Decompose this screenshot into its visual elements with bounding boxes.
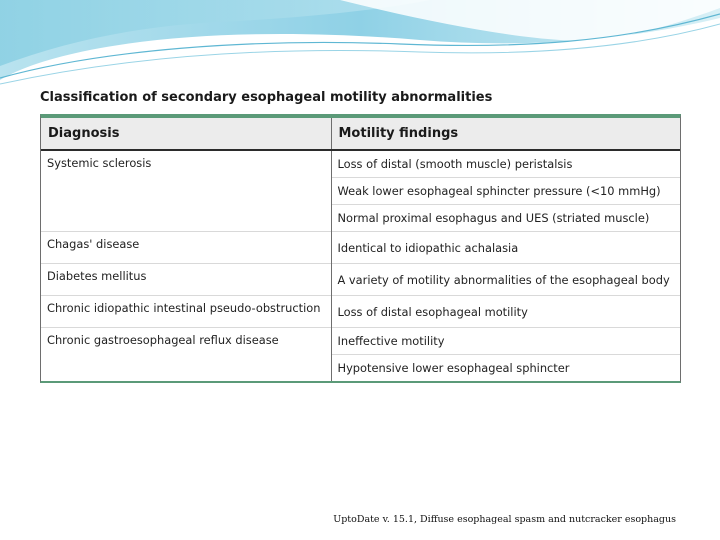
- diagnosis-cell: Chagas' disease: [41, 232, 331, 264]
- table-title: Classification of secondary esophageal motility abnormalities: [40, 90, 493, 105]
- table-row: [41, 232, 680, 264]
- finding-cell: Hypotensive lower esophageal sphincter: [331, 355, 680, 382]
- table-row: [41, 296, 680, 328]
- header-motility-findings: Motility findings: [331, 118, 680, 150]
- table-row: [41, 328, 680, 355]
- finding-cell: Identical to idiopathic achalasia: [331, 232, 680, 264]
- finding-cell: Loss of distal (smooth muscle) peristalsis: [337, 157, 573, 171]
- finding-cell: A variety of motility abnormalities of the esophageal body: [331, 264, 680, 296]
- header-diagnosis: Diagnosis: [41, 118, 331, 150]
- classification-table: [40, 114, 681, 383]
- finding-cell: Ineffective motility: [331, 328, 680, 355]
- diagnosis-cell: Chronic gastroesophageal reflux disease: [41, 328, 331, 382]
- table-row: [41, 264, 680, 296]
- table-row: [41, 150, 680, 178]
- finding-cell: Loss of distal esophageal motility: [331, 296, 680, 328]
- finding-cell: Weak lower esophageal sphincter pressure (<10 mmHg): [331, 178, 680, 205]
- diagnosis-cell: Chronic idiopathic intestinal pseudo-obstruction: [41, 296, 331, 328]
- diagnosis-cell: Diabetes mellitus: [41, 264, 331, 296]
- header-wave-decoration: [0, 0, 720, 95]
- diagnosis-cell: Systemic sclerosis: [41, 150, 331, 232]
- source-citation: UptoDate v. 15.1, Diffuse esophageal spasm and nutcracker esophagus: [333, 514, 676, 525]
- finding-cell: Normal proximal esophagus and UES (striated muscle): [331, 205, 680, 232]
